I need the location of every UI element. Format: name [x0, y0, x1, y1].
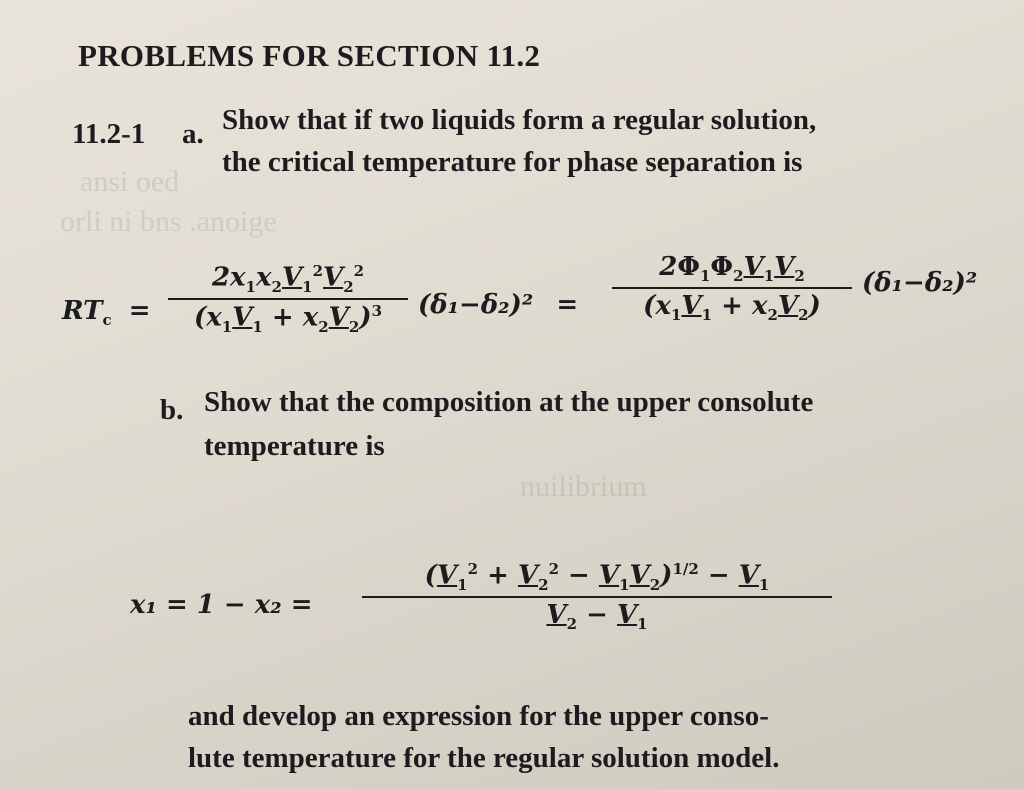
equation-2-fraction [362, 560, 832, 633]
fraction-3-numerator: $(V_1^2 + V_2^2 - V_1V_2)^{1/2} - V_1$ [424, 560, 770, 594]
fraction-2-denominator: $(x_1V_1 + x_2V_2)$ [643, 291, 821, 325]
bleed-through-text: orli ni bns .anoige [60, 205, 277, 238]
closing-text-line1: and develop an expression for the upper conso- [188, 700, 769, 732]
part-a-text-line2: the critical temperature for phase separation is [222, 146, 803, 178]
equation-1-factor: (δ₁−δ₂)² = [418, 290, 579, 320]
closing-text-line2: lute temperature for the regular solution model. [188, 742, 780, 774]
fraction-2-numerator: $2\Phi_1\Phi_2V_1V_2$ [659, 252, 805, 286]
bleed-through-text: nuilibrium [520, 470, 647, 503]
part-b-text-line1: Show that the composition at the upper consolute [204, 386, 814, 418]
part-b-label: b. [160, 394, 184, 426]
fraction-1-numerator: $2x_1x_2V_1^2V_2^2$ [211, 262, 365, 296]
part-a-label: a. [182, 118, 204, 150]
part-a-text-line1: Show that if two liquids form a regular solution, [222, 104, 817, 136]
problem-number: 11.2-1 [72, 118, 146, 150]
fraction-bar [612, 287, 852, 289]
bleed-through-text: ansi oed [80, 165, 180, 198]
part-b-text-line2: temperature is [204, 430, 385, 462]
equation-1-fraction-2 [612, 252, 852, 324]
equation-1-fraction-1 [168, 262, 408, 336]
fraction-1-denominator: $(x_1V_1 + x_2V_2)^3$ [193, 301, 383, 336]
equation-1-lhs: $RT_c$ = [62, 296, 151, 330]
fraction-bar [362, 596, 832, 598]
equation-2-lhs: x₁ = 1 − x₂ = [130, 590, 313, 620]
fraction-bar [168, 298, 408, 300]
equation-1-trailing-factor: (δ₁−δ₂)² [862, 268, 978, 298]
section-title: PROBLEMS FOR SECTION 11.2 [78, 38, 541, 73]
fraction-3-denominator: $V_2 - V_1$ [546, 599, 648, 634]
